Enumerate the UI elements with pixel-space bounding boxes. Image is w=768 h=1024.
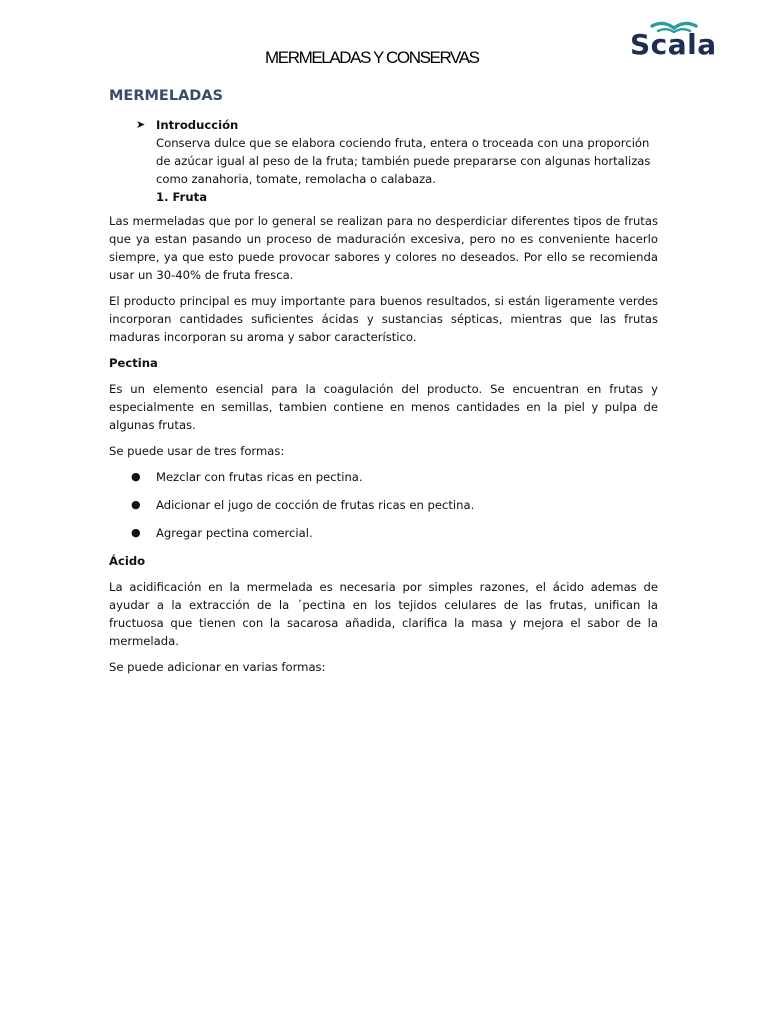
paragraph: El producto principal es muy importante para buenos resultados, si están ligeramente verdes incorporan cantidades suficientes ácidas y sustancias sépticas, mientras que las frutas maduras incorporan su aroma y sabor característico. bbox=[109, 294, 658, 344]
intro-heading: Introducción bbox=[156, 118, 239, 132]
section-heading: MERMELADAS bbox=[109, 88, 223, 104]
bullet-dot-icon: ● bbox=[131, 526, 141, 539]
document-title: MERMELADAS Y CONSERVAS bbox=[265, 48, 479, 67]
list-item bbox=[109, 496, 658, 514]
acido-text: La acidificación en la mermelada es necesaria por simples razones, el ácido ademas de ayudar a la extracción de la ´pectina en los tejidos celulares de las frutas, unifican la fructuosa que tienen con la sacarosa añadida, clarifica la masa y mejora el sabor de la mermelada. bbox=[109, 580, 658, 648]
arrow-bullet-icon: ➤ bbox=[136, 118, 146, 131]
pectina-uses-intro: Se puede usar de tres formas: bbox=[109, 444, 285, 458]
list-item bbox=[109, 524, 658, 542]
list-item-text: Agregar pectina comercial. bbox=[156, 526, 313, 540]
list-item-text: Adicionar el jugo de cocción de frutas ricas en pectina. bbox=[156, 498, 475, 512]
list-item bbox=[109, 468, 658, 486]
pectina-heading: Pectina bbox=[109, 356, 158, 370]
intro-text: Conserva dulce que se elabora cociendo fruta, entera o troceada con una proporción de azúcar igual al peso de la fruta; también puede prepararse con algunas hortalizas como zanahoria, tomate, remolacha o calabaza. bbox=[156, 136, 651, 186]
acido-add-intro: Se puede adicionar en varias formas: bbox=[109, 660, 326, 674]
intro-block bbox=[109, 116, 658, 206]
paragraph: Las mermeladas que por lo general se realizan para no desperdiciar diferentes tipos de frutas que ya estan pasando un proceso de maduración excesiva, pero no es conveniente hacerlo siempre, ya que esto puede provocar sabores y colores no deseados. Por ello se recomienda usar un 30-40% de fruta fresca. bbox=[109, 214, 658, 282]
logo-text: Scala bbox=[630, 28, 717, 61]
document-body bbox=[109, 86, 658, 684]
bullet-dot-icon: ● bbox=[131, 498, 141, 511]
acido-heading: Ácido bbox=[109, 554, 146, 568]
pectina-bullet-list bbox=[109, 468, 658, 542]
bullet-dot-icon: ● bbox=[131, 470, 141, 483]
scala-logo bbox=[628, 20, 728, 62]
pectina-text: Es un elemento esencial para la coagulación del producto. Se encuentran en frutas y especialmente en semillas, tambien contiene en menos cantidades en la piel y pulpa de algunas frutas. bbox=[109, 382, 658, 432]
numbered-item: 1. Fruta bbox=[156, 190, 208, 204]
list-item-text: Mezclar con frutas ricas en pectina. bbox=[156, 470, 363, 484]
